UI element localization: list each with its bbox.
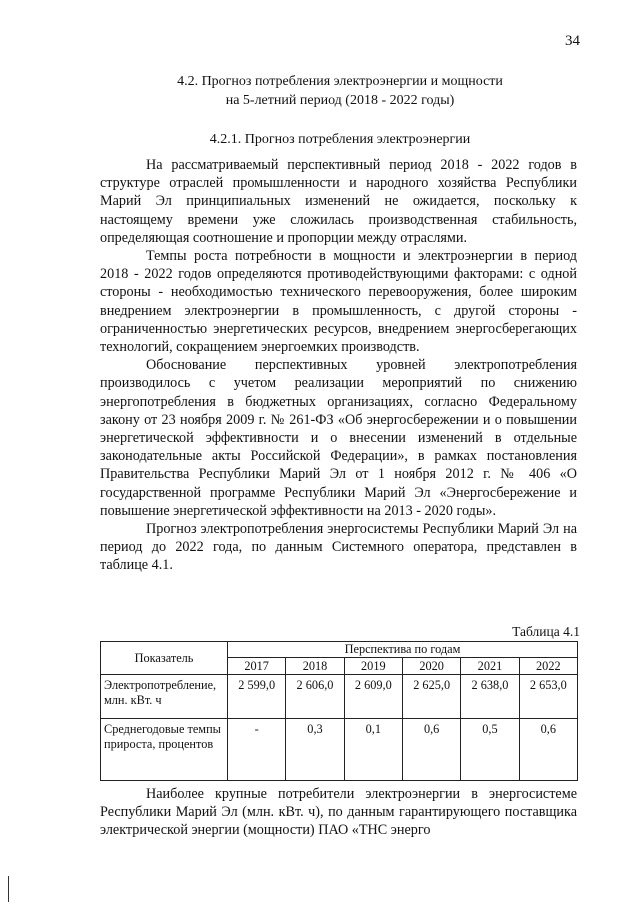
table-row bbox=[101, 675, 578, 719]
table-cell: 0,6 bbox=[402, 719, 460, 781]
row-label: Электропотребление, млн. кВт. ч bbox=[101, 675, 228, 719]
section-heading-line-1: 4.2. Прогноз потребления электроэнергии и мощности bbox=[177, 74, 503, 89]
year-header: 2018 bbox=[286, 658, 344, 675]
margin-line bbox=[8, 876, 9, 902]
subsection-heading: 4.2.1. Прогноз потребления электроэнергии bbox=[209, 132, 471, 147]
table-cell: - bbox=[228, 719, 286, 781]
page-number: 34 bbox=[565, 33, 580, 49]
paragraph: Прогноз электропотребления энергосистемы Республики Марий Эл на период до 2022 года, по данным Системного оператора, представлен в таблице 4.1. bbox=[100, 521, 577, 574]
paragraph: Наиболее крупные потребители электроэнергии в энергосистеме Республики Марий Эл (млн. кВт. ч), по данным гарантирующего поставщика электрической энергии (мощности) ПАО «ТНС энерго bbox=[100, 786, 577, 839]
year-header: 2021 bbox=[461, 658, 519, 675]
table-cell: 0,1 bbox=[344, 719, 402, 781]
forecast-table bbox=[100, 641, 578, 781]
table-row bbox=[101, 719, 578, 781]
paragraph: Обоснование перспективных уровней электропотребления производилось с учетом реализации мероприятий по снижению энергопотребления в бюджетных организациях, согласно Федеральному закону от 23 ноября 2009 г. № 261-ФЗ «Об энергосбережении и о повышении энергетической эффективности и о внесении изменений в отдельные законодательные акты Российской Федерации», в рамках постановления Правительства Республики Марий Эл от 1 ноября 2012 г. № 406 «О государственной программе Республики Марий Эл «Энергосбережение и повышение энергетической эффективности на 2013 - 2020 годы». bbox=[100, 357, 577, 519]
year-header: 2020 bbox=[402, 658, 460, 675]
table-cell: 0,3 bbox=[286, 719, 344, 781]
row-header: Показатель bbox=[101, 642, 228, 675]
paragraph: На рассматриваемый перспективный период 2018 - 2022 годов в структуре отраслей промышленности и народного хозяйства Республики Марий Эл принципиальных изменений не ожидается, поскольку к настоящему времени уже сложилась производственная стабильность, определяющая соотношение и пропорции между отраслями. bbox=[100, 157, 577, 246]
row-label: Среднегодовые темпы прироста, процентов bbox=[101, 719, 228, 781]
year-header: 2017 bbox=[228, 658, 286, 675]
body-text bbox=[100, 156, 577, 575]
section-heading bbox=[100, 72, 580, 110]
table-cell: 2 606,0 bbox=[286, 675, 344, 719]
table-cell: 2 638,0 bbox=[461, 675, 519, 719]
table-caption: Таблица 4.1 bbox=[512, 624, 580, 639]
section-heading-line-2: на 5-летний период (2018 - 2022 годы) bbox=[225, 93, 455, 108]
table-cell: 2 653,0 bbox=[519, 675, 577, 719]
year-header: 2022 bbox=[519, 658, 577, 675]
year-header: 2019 bbox=[344, 658, 402, 675]
table-cell: 2 609,0 bbox=[344, 675, 402, 719]
closing-text bbox=[100, 785, 577, 840]
table-cell: 0,6 bbox=[519, 719, 577, 781]
group-header: Перспектива по годам bbox=[228, 642, 578, 658]
table-cell: 2 599,0 bbox=[228, 675, 286, 719]
table-cell: 0,5 bbox=[461, 719, 519, 781]
table-cell: 2 625,0 bbox=[402, 675, 460, 719]
paragraph: Темпы роста потребности в мощности и электроэнергии в период 2018 - 2022 годов определяются противодействующими факторами: с одной стороны - необходимостью технического перевооружения, более широким внедрением электроэнергии в промышленность, с другой стороны - ограниченностью энергетических ресурсов, внедрением энергосберегающих технологий, сокращением энергоемких производств. bbox=[100, 248, 577, 356]
